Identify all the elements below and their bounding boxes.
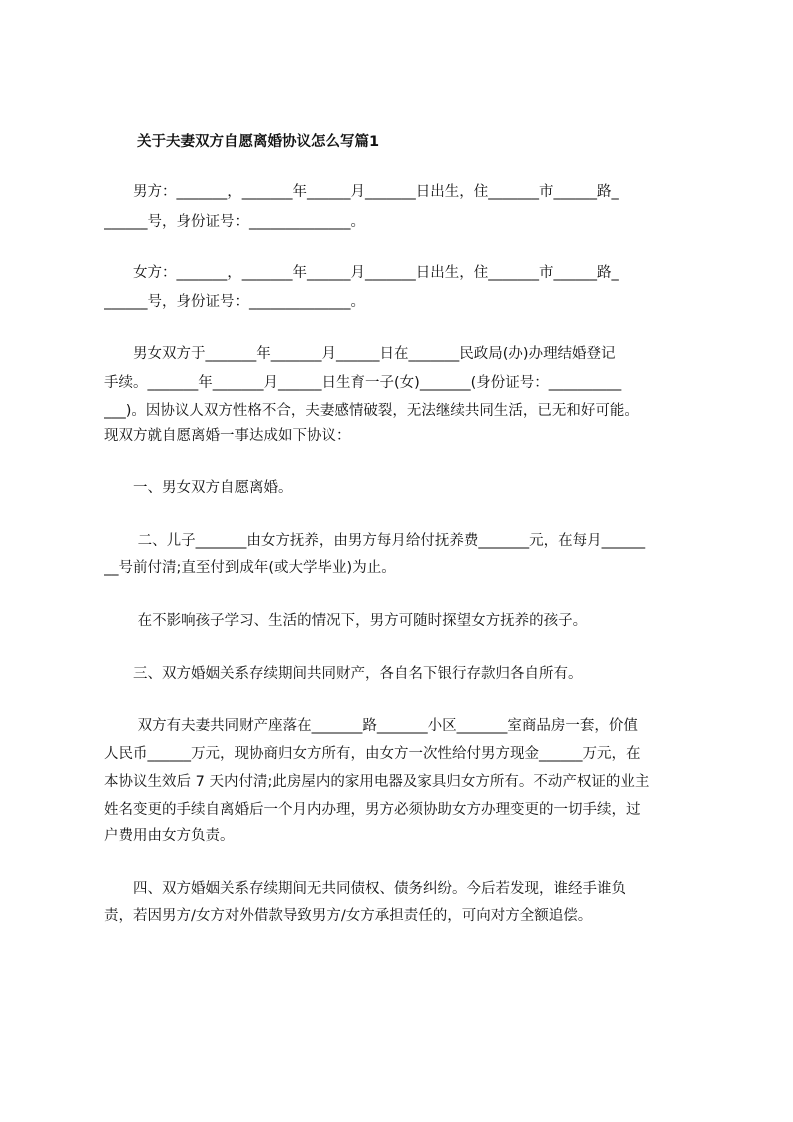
- paragraph-line: ______号，身份证号：______________。: [104, 214, 365, 230]
- paragraph-line: 二、儿子_______由女方抚养，由男方每月给付抚养费_______元，在每月______: [104, 533, 646, 549]
- paragraph-line: 手续。_______年_______月______日生育一子(女)_______(身份证号：__________: [104, 375, 622, 391]
- paragraph-line: 本协议生效后 7 天内付清;此房屋内的家用电器及家具归女方所有。不动产权证的业主: [104, 774, 650, 790]
- paragraph-line: 在不影响孩子学习、生活的情况下，男方可随时探望女方抚养的孩子。: [104, 613, 588, 629]
- paragraph-line: ______号，身份证号：______________。: [104, 294, 365, 310]
- paragraph-line: 人民币______万元，现协商归女方所有，由女方一次性给付男方现金______万元，在: [104, 746, 641, 762]
- paragraph-line: 双方有夫妻共同财产座落在_______路_______小区_______室商品房一套，价值: [104, 718, 638, 734]
- paragraph-line: 姓名变更的手续自离婚后一个月内办理，男方必须协助女方办理变更的一切手续，过: [104, 802, 641, 818]
- paragraph-line: 现双方就自愿离婚一事达成如下协议：: [104, 428, 351, 444]
- paragraph-line: 四、双方婚姻关系存续期间无共同债权、债务纠纷。今后若发现，谁经手谁负: [104, 881, 626, 897]
- paragraph-line: 责，若因男方/女方对外借款导致男方/女方承担责任的，可向对方全额追偿。: [104, 908, 593, 924]
- document-title: 关于夫妻双方自愿离婚协议怎么写篇1: [137, 134, 380, 150]
- paragraph-line: 三、双方婚姻关系存续期间共同财产，各自名下银行存款归各自所有。: [104, 666, 583, 682]
- paragraph-line: 户费用由女方负责。: [104, 828, 235, 844]
- paragraph-line: 女方：_______，_______年______月_______日出生，住_______市______路_: [104, 265, 619, 281]
- paragraph-line: __号前付清;直至付到成年(或大学毕业)为止。: [104, 560, 396, 576]
- paragraph-line: 男女双方于_______年_______月______日在_______民政局(办)办理结婚登记: [104, 346, 616, 362]
- paragraph-line: 男方：_______，_______年______月_______日出生，住_______市______路_: [104, 184, 619, 200]
- paragraph-line: 一、男女双方自愿离婚。: [104, 480, 293, 496]
- paragraph-line: ___)。因协议人双方性格不合，夫妻感情破裂，无法继续共同生活，已无和好可能。: [104, 403, 639, 419]
